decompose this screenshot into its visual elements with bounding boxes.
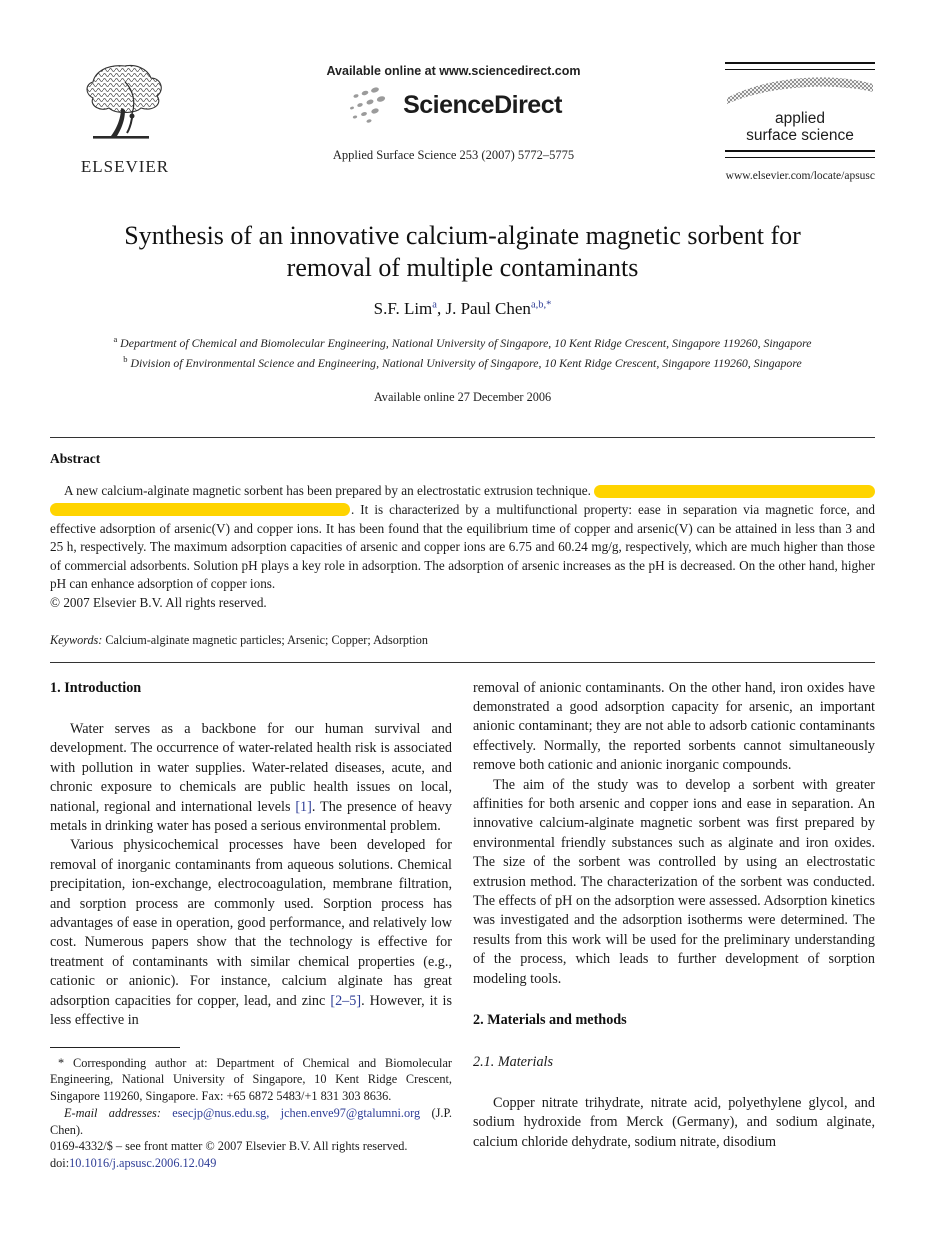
intro-paragraph-1 [50,720,452,836]
issn-copyright-line: 0169-4332/$ – see front matter © 2007 Elsevier B.V. All rights reserved. [50,1139,408,1154]
elsevier-logo[interactable] [50,62,200,177]
intro-p2-text-a: Various physicochemical processes have been developed for removal of inorganic contaminants from aqueous solutions. Chemical precipitation, ion-exchange, electrocoagulation, membrane filtration, and sorption process are commonly used. Sorption process has advantages of ease in operation, good performance, and relatively low cost. Numerous papers show that the technology is effective for treatment of contaminants with similar chemical properties (e.g., cationic or anionic). For instance, calcium alginate has great adsorption capacities for copper, lead, and zinc [50,837,452,1009]
keywords-line [50,633,875,648]
doi-link[interactable]: 10.1016/j.apsusc.2006.12.049 [69,1156,217,1171]
email-suffix: (J.P. Chen). [50,1105,452,1137]
materials-paragraph: Copper nitrate trihydrate, nitrate acid, polyethylene glycol, and sodium hydroxide from Merck (Germany), and sodium alginate, calcium chloride dehydrate, sodium nitrate, disodium [473,1094,875,1150]
citation-ref-2-5[interactable]: [2–5] [330,992,362,1009]
affiliation-a [50,333,875,353]
author-1: S.F. Lim [373,298,433,318]
intro-paragraph-2 [50,836,452,1030]
journal-cover-block [707,62,875,182]
affiliation-b [50,353,875,373]
available-online-date: Available online 27 December 2006 [373,390,552,405]
citation-ref-1[interactable]: [1] [295,798,312,815]
abstract-heading: Abstract [50,451,101,467]
abstract-text-line1: A new calcium-alginate magnetic sorbent has been prepared by an electrostatic extrusion technique. [64,483,591,499]
section-1-heading: 1. Introduction [50,679,142,696]
intro-p1-text-a: Water serves as a backbone for our human survival and development. The occurrence of water-related health risk is associated with pollution in water supplies. Water-related diseases, acute, and chronic exposure to chemicals are public health issues on local, national, regional and international levels [50,721,452,815]
left-column [50,679,452,1172]
affiliation-a-text: Department of Chemical and Biomolecular Engineering, National University of Singapore, 10 Kent Ridge Crescent, Singapore 119260, Singapore [117,335,812,350]
abstract-first-line [50,482,875,501]
section-2-1-heading: 2.1. Materials [473,1053,553,1070]
footnote-rule [50,1047,180,1048]
email-line [50,1105,452,1139]
keywords-label: Keywords: [50,632,103,647]
section-2-heading: 2. Materials and methods [473,1012,627,1029]
intro-paragraph-1-continued: removal of anionic contaminants. On the other hand, iron oxides have demonstrated a good adsorption capacity for arsenic, an important anionic contaminant; they are not able to adsorb cationic contaminants effectively. Normally, the reported sorbents cannot simultaneously remove both cationic and anionic inorganic compounds. [473,679,875,774]
header-center [200,62,707,163]
author-1-affiliation-mark[interactable]: a [432,299,437,311]
cover-top-rule [725,62,875,70]
email-links[interactable]: esecjp@nus.edu.sg, jchen.enve97@gtalumni.org [172,1105,421,1120]
highlight-annotation-2 [50,503,350,516]
doi-line [50,1155,452,1172]
affiliation-b-mark: b [123,353,128,364]
journal-homepage-url[interactable]: www.elsevier.com/locate/apsusc [725,170,875,183]
journal-name-line1: applied [775,110,825,127]
available-online-text: Available online at www.sciencedirect.com [326,64,581,78]
author-2-affiliation-mark[interactable]: a,b,* [530,299,552,311]
intro-p1-text-b: . The presence of heavy metals in drinking water has posed a serious environmental problem. [50,798,452,835]
email-label: E-mail addresses: [64,1105,161,1120]
abstract-body [50,501,875,594]
affiliation-b-text: Division of Environmental Science and Engineering, National University of Singapore, 10 Kent Ridge Crescent, Singapore 119260, Singapore [127,355,802,370]
journal-cover-logo[interactable] [725,62,875,158]
right-column [473,679,875,1172]
elsevier-logo-text: ELSEVIER [80,157,170,176]
sciencedirect-logo[interactable] [200,86,707,124]
cover-bottom-rule [725,150,875,158]
intro-p2-text-b: . However, it is less effective in [50,992,452,1029]
footnote-block [50,1047,452,1173]
abstract-section [50,451,875,647]
doi-label: doi: [50,1156,70,1171]
affiliations [50,333,875,373]
sciencedirect-logo-text: ScienceDirect [403,90,562,119]
copyright-line: © 2007 Elsevier B.V. All rights reserved. [50,595,267,610]
affiliation-a-mark: a [113,333,118,344]
journal-name-line2: surface science [746,126,854,144]
abstract-bottom-rule [50,662,875,663]
cover-wave-art [725,70,875,104]
article-title: Synthesis of an innovative calcium-alginate magnetic sorbent for removal of multiple contaminants [124,221,801,282]
journal-header [50,62,875,182]
sciencedirect-dots-icon [345,86,399,124]
author-2: J. Paul Chen [445,298,531,318]
article-body [50,679,875,1172]
highlight-annotation-1 [594,485,875,498]
journal-name-logo [725,111,875,144]
keywords-text: Calcium-alginate magnetic particles; Arsenic; Copper; Adsorption [102,632,428,647]
abstract-text-rest: . It is characterized by a multifunctional property: ease in separation via magnetic force, and effective adsorption of arsenic(V) and copper ions. It has been found that the equilibrium time of copper and arsenic(V) can be attained in less than 3 and 25 h, respectively. The maximum adsorption capacities of arsenic and copper ions are 6.75 and 60.24 mg/g, respectively, which are much higher than those of commercial adsorbents. Solution pH plays a key role in adsorption. The adsorption of arsenic increases as the pH is decreased. On the other hand, higher pH can enhance adsorption of copper ions. [50,502,875,592]
corresponding-author-note: * Corresponding author at: Department of Chemical and Biomolecular Engineering, National University of Singapore, 10 Kent Ridge Crescent, Singapore 119260, Singapore. Fax: +65 6872 5483/+1 831 303 8636. [50,1055,452,1104]
authors-line [50,299,875,319]
title-block [50,220,875,405]
author-separator: , [436,298,446,318]
aim-paragraph: The aim of the study was to develop a sorbent with greater affinities for both arsenic and copper ions and ease in separation. An innovative calcium-alginate magnetic sorbent was first prepared by environmental friendly substances such as alginate and iron oxides. The size of the sorbent was controlled by using an electrostatic extrusion method. The characterization of the sorbent was conducted. The effects of pH on the adsorption were assessed. Adsorption kinetics was investigated and the adsorption isotherms were determined. The results from this work will be used for the preliminary understanding of the process, which leads to further development of sorption modeling tools. [473,776,876,987]
journal-citation: Applied Surface Science 253 (2007) 5772–5775 [332,148,575,162]
abstract-top-rule [50,437,875,438]
elsevier-tree-icon [79,62,171,150]
